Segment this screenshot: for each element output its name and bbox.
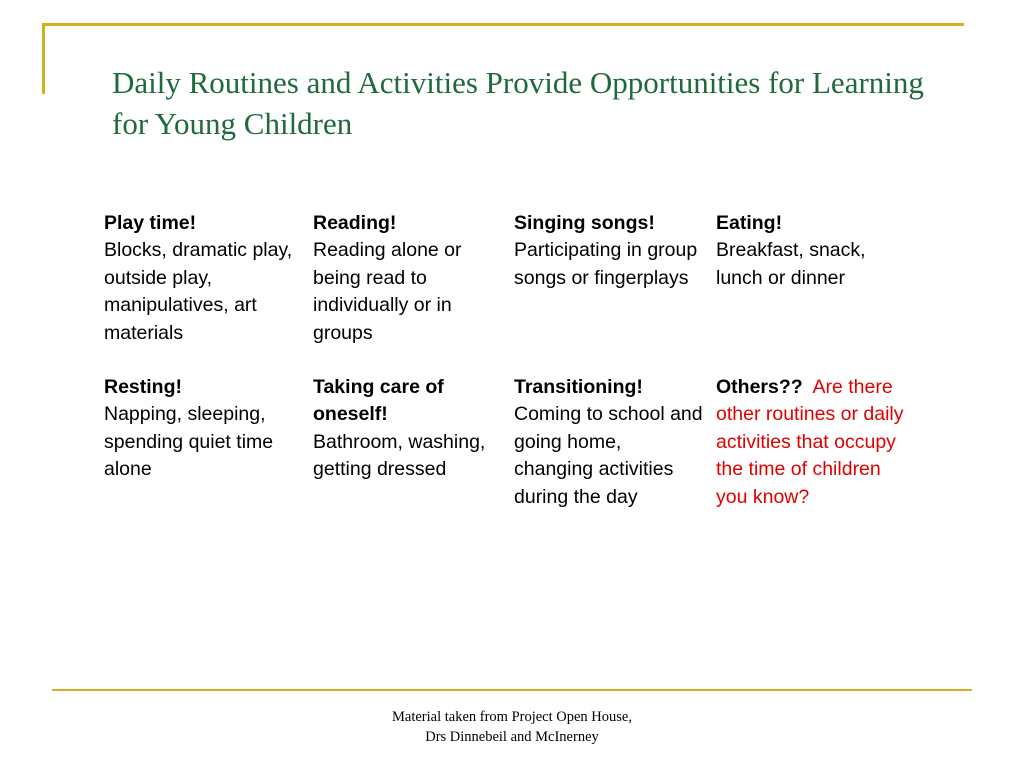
footer-line-1: Material taken from Project Open House, — [392, 709, 632, 725]
left-accent-bar — [42, 23, 45, 94]
activity-play-time — [104, 210, 294, 347]
slide-title: Daily Routines and Activities Provide Opportunities for Learning for Young Children — [112, 65, 924, 141]
activity-description: Bathroom, washing, getting dressed — [313, 430, 486, 481]
activity-heading: Taking care of oneself! — [313, 376, 444, 426]
activity-description: Coming to school and going home, changing activities during the day — [514, 403, 703, 508]
activity-transitioning — [514, 374, 704, 511]
activity-heading: Others?? — [716, 376, 803, 398]
activity-resting — [104, 374, 294, 484]
activity-singing-songs — [514, 210, 704, 292]
top-accent-line — [42, 23, 964, 26]
activity-description: Napping, sleeping, spending quiet time alone — [104, 403, 274, 481]
activity-question: Are there other routines or daily activities that occupy the time of children you know? — [716, 376, 904, 508]
activity-heading: Resting! — [104, 376, 182, 398]
activity-reading — [313, 210, 503, 347]
activity-self-care — [313, 374, 503, 484]
footer-citation — [312, 707, 712, 747]
activity-heading: Eating! — [716, 212, 783, 234]
activity-description: Reading alone or being read to individually or in groups — [313, 239, 462, 344]
activity-heading: Reading! — [313, 212, 397, 234]
activity-others — [716, 374, 906, 511]
bottom-accent-line — [52, 689, 972, 691]
activity-heading: Play time! — [104, 212, 197, 234]
footer-line-2: Drs Dinnebeil and McInerney — [425, 729, 599, 745]
activity-description: Breakfast, snack, lunch or dinner — [716, 239, 866, 289]
activity-description: Blocks, dramatic play, outside play, manipulatives, art materials — [104, 239, 293, 344]
activity-heading: Transitioning! — [514, 376, 643, 398]
activity-eating — [716, 210, 906, 292]
activity-heading: Singing songs! — [514, 212, 655, 234]
activity-description: Participating in group songs or fingerplays — [514, 239, 698, 289]
